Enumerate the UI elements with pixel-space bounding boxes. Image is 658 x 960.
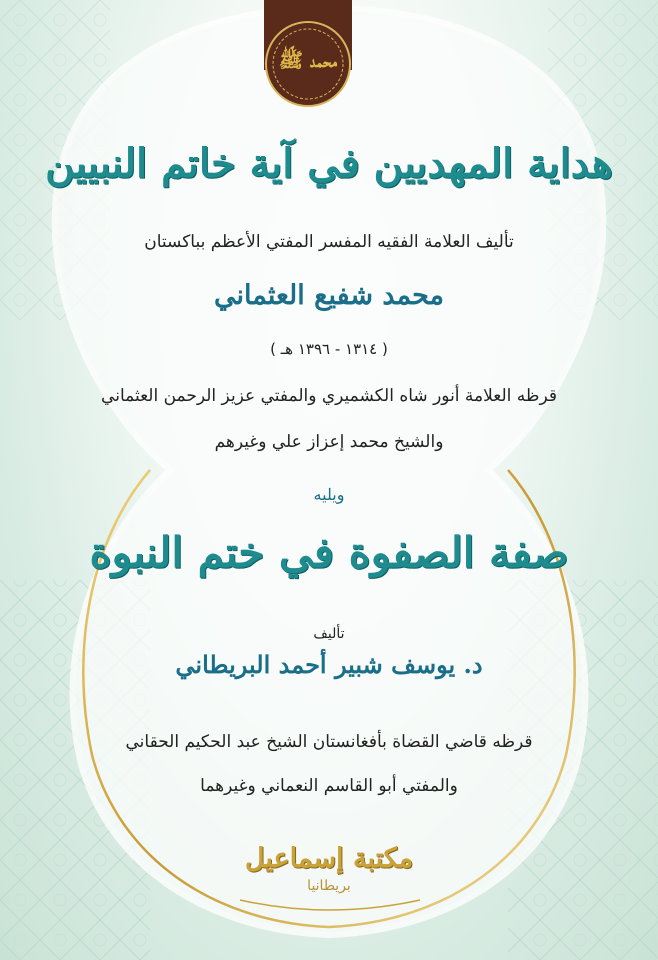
endorsement-line-2: والشيخ محمد إعزاز علي وغيرهم: [214, 432, 444, 452]
publisher-logo: [229, 843, 429, 907]
endorsement-line-3: قرظه قاضي القضاة بأفغانستان الشيخ عبد الحكيم الحقاني: [125, 732, 533, 752]
followed-by-label: ويليه: [313, 485, 345, 504]
publisher-country: بريطانيا: [307, 878, 351, 894]
author-intro: تأليف العلامة الفقيه المفسر المفتي الأعظم بباكستان: [144, 232, 514, 252]
main-title: هداية المهديين في آية خاتم النبيين: [45, 140, 613, 187]
seal-calligraphy: محمد ﷺ: [278, 48, 338, 72]
endorsement-line-1: قرظه العلامة أنور شاه الكشميري والمفتي عزيز الرحمن العثماني: [101, 386, 557, 406]
authored-by-label: تأليف: [313, 626, 345, 642]
publisher-name: مكتبة إسماعيل: [244, 843, 414, 874]
second-author-name: د. يوسف شبير أحمد البريطاني: [175, 650, 483, 679]
author-name: محمد شفيع العثماني: [213, 280, 445, 311]
endorsement-line-4: والمفتي أبو القاسم النعماني وغيرهما: [200, 776, 458, 796]
author-dates: ( ١٣١٤ - ١٣٩٦ هـ ): [270, 340, 388, 358]
second-title: صفة الصفوة في ختم النبوة: [89, 528, 569, 577]
